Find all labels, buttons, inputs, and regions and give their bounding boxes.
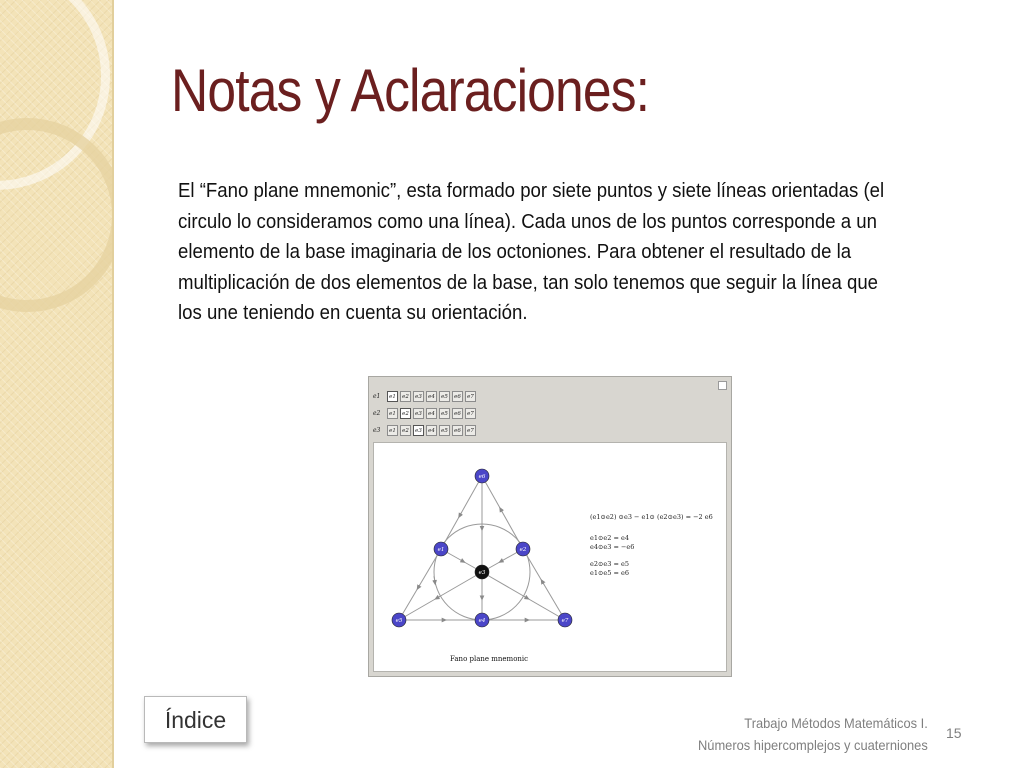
fano-plane-figure-window [368,376,732,677]
basis-button[interactable]: e3 [413,425,424,436]
row-label: e2 [373,410,381,417]
arrow-icon [462,561,464,562]
node-label: e5 [395,618,403,624]
row-label: e1 [373,393,381,400]
fano-plane-figure [373,442,727,672]
node-label: e1 [437,547,445,553]
basis-button[interactable]: e3 [413,391,424,402]
basis-button[interactable]: e2 [400,408,411,419]
basis-button[interactable]: e2 [400,425,411,436]
slide-footer [698,712,928,756]
footer-line: Trabajo Métodos Matemáticos I. [744,715,928,731]
slide-body-text: El “Fano plane mnemonic”, esta formado por siete puntos y siete líneas orientadas (el circulo lo consideramos como una línea). Cada unos de los puntos corresponde a un elemento de la base imaginaria de los octoniones. Para obtener el resultado de la multiplicación de dos elementos de la base, tan solo tenemos que seguir la línea que los une teniendo en cuenta su orientación. [178,180,885,324]
basis-button[interactable]: e6 [452,425,463,436]
product-equation: (e1⊙e2) ⊙e3 − e1⊙ (e2⊙e3) = −2 e6 [590,513,713,521]
node-label: e2 [519,547,527,553]
arrow-icon [418,585,420,589]
basis-button[interactable]: e1 [387,425,398,436]
arrow-icon [500,561,502,562]
basis-button[interactable]: e4 [426,425,437,436]
basis-button[interactable]: e4 [426,408,437,419]
arrow-icon [434,576,435,583]
basis-button-row [373,391,478,402]
node-label: e3 [478,570,486,576]
node-label: e7 [561,618,569,624]
basis-button[interactable]: e2 [400,391,411,402]
page-number: 15 [946,725,962,741]
index-button[interactable]: Índice [144,696,247,743]
row-label: e3 [373,427,381,434]
product-equation: e4⊙e3 = −e6 [590,543,635,551]
basis-button[interactable]: e7 [465,425,476,436]
arrow-icon [524,596,528,598]
arrow-icon [459,513,461,517]
slide-title: Notas y Aclaraciones: [171,57,650,124]
product-equation: e1⊙e2 = e4 [590,534,629,542]
basis-button[interactable]: e4 [426,391,437,402]
left-decorative-strip [0,0,114,768]
arrow-icon [436,596,440,598]
arrow-icon [542,581,544,585]
close-icon[interactable] [718,381,727,390]
basis-button-row [373,425,478,436]
basis-button[interactable]: e3 [413,408,424,419]
basis-button[interactable]: e5 [439,408,450,419]
arrow-icon [500,509,502,513]
basis-button[interactable]: e5 [439,425,450,436]
basis-button-row [373,408,478,419]
basis-button[interactable]: e7 [465,408,476,419]
product-equation: e1⊙e5 = e6 [590,569,629,577]
node-label: e6 [478,474,486,480]
basis-button[interactable]: e6 [452,408,463,419]
basis-button[interactable]: e7 [465,391,476,402]
footer-line: Números hipercomplejos y cuaterniones [698,737,928,753]
strip-divider [112,0,114,768]
basis-button[interactable]: e5 [439,391,450,402]
product-equation: e2⊙e3 = e5 [590,560,629,568]
basis-button[interactable]: e1 [387,391,398,402]
basis-button[interactable]: e1 [387,408,398,419]
decorative-ring [0,118,114,312]
basis-button[interactable]: e6 [452,391,463,402]
node-label: e4 [478,618,486,624]
fano-plane-diagram [374,443,726,671]
figure-caption: Fano plane mnemonic [450,655,529,663]
